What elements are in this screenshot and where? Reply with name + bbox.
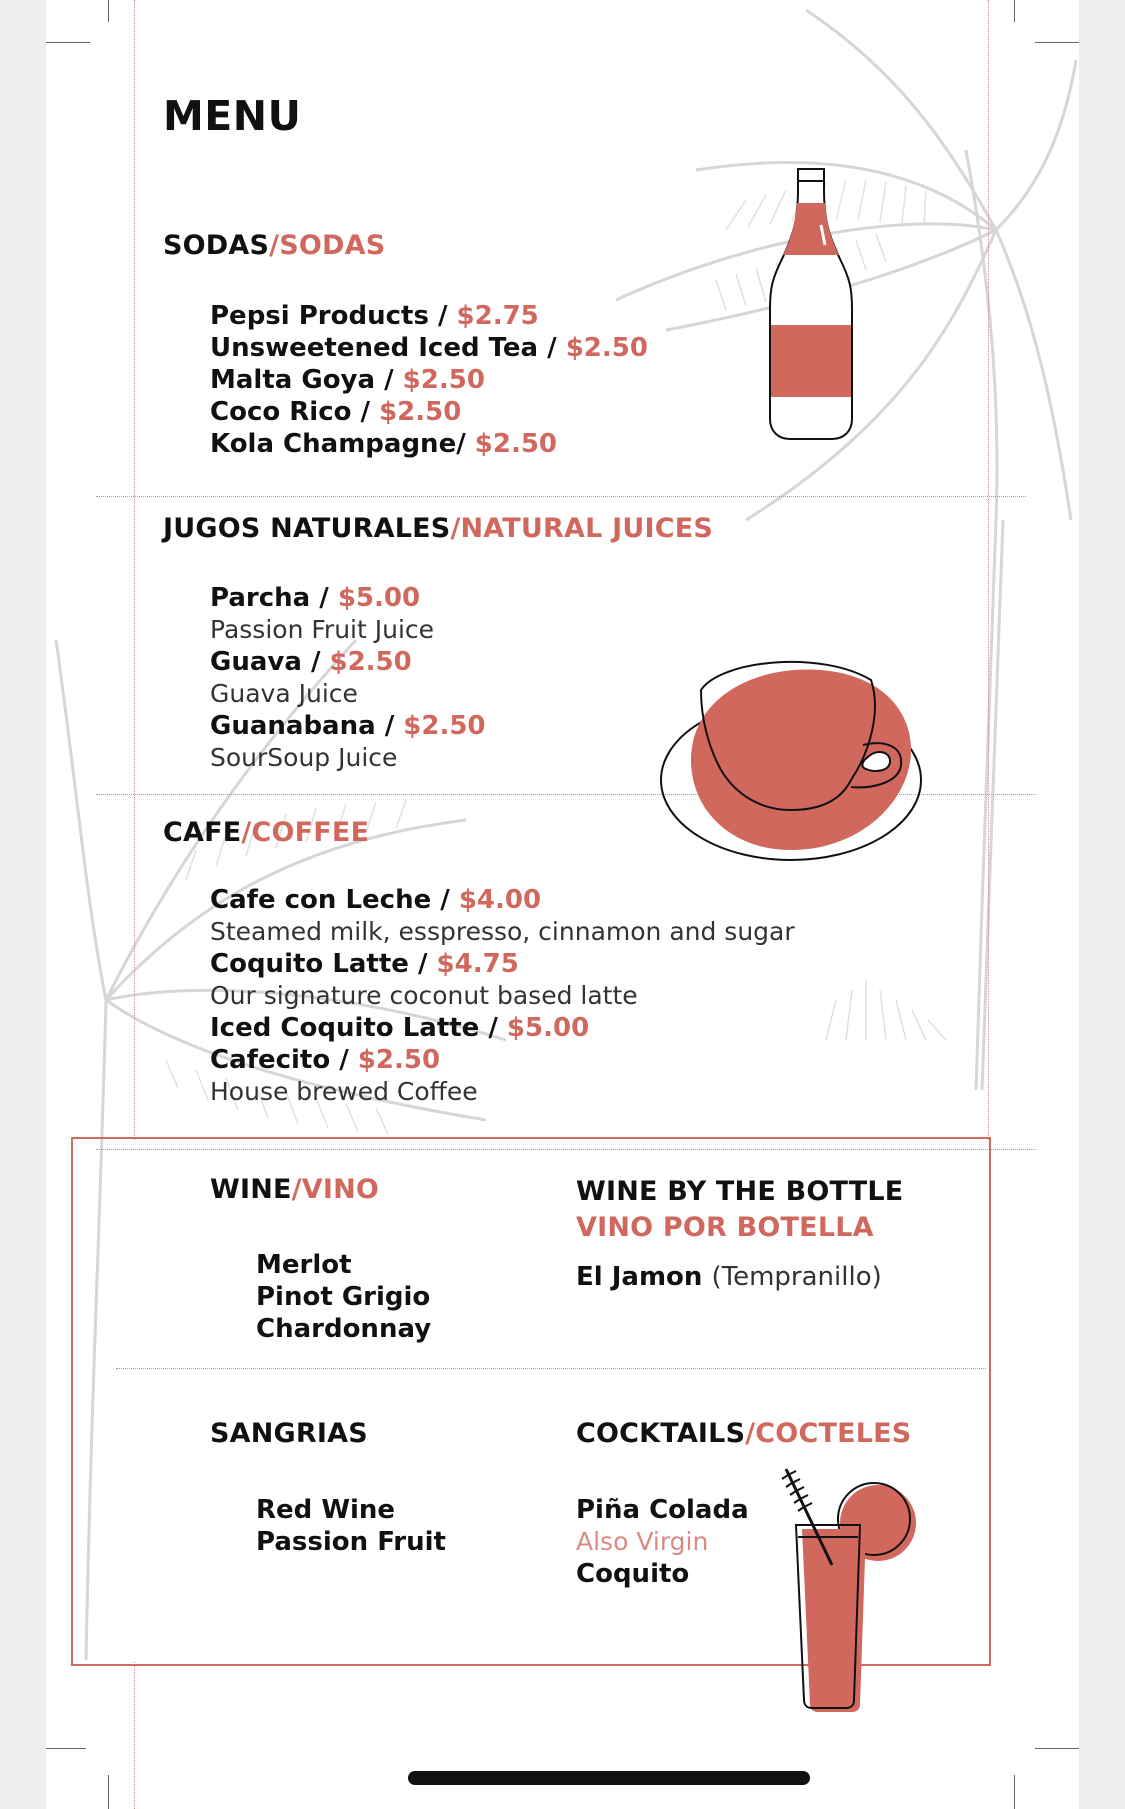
list-item: El Jamon (Tempranillo) <box>576 1262 882 1292</box>
item-note: Also Virgin <box>576 1527 709 1556</box>
item-description: Steamed milk, esspresso, cinnamon and sugar <box>210 917 795 946</box>
list-item: Red Wine <box>256 1495 396 1525</box>
cocktails-heading <box>576 1418 911 1449</box>
crop-mark <box>108 0 109 22</box>
list-item: Iced Coquito Latte / $5.00 <box>210 1013 590 1043</box>
juices-list <box>210 582 486 774</box>
list-item: Cafe con Leche / $4.00 <box>210 885 542 915</box>
guide-line-left <box>134 0 135 1140</box>
sodas-heading <box>163 230 385 261</box>
item-description: SourSoup Juice <box>210 743 398 772</box>
coffee-heading-es: CAFE <box>163 817 242 848</box>
list-item: Parcha / $5.00 <box>210 583 421 613</box>
wine-heading-es: /VINO <box>291 1174 380 1205</box>
list-item: Merlot <box>256 1250 352 1280</box>
list-item: Pinot Grigio <box>256 1282 431 1312</box>
coffee-list <box>210 884 795 1108</box>
cocktails-list <box>576 1494 749 1590</box>
list-item: Kola Champagne/ $2.50 <box>210 429 558 459</box>
guide-line-left-bottom <box>134 1662 135 1809</box>
soda-bottle-illustration <box>766 165 856 445</box>
cocktail-glass-illustration <box>776 1465 926 1715</box>
list-item: Coquito <box>576 1559 690 1589</box>
menu-page <box>46 0 1079 1809</box>
crop-mark <box>1014 0 1015 22</box>
list-item: Chardonnay <box>256 1314 432 1344</box>
crop-mark <box>108 1775 109 1809</box>
crop-mark <box>46 1748 86 1749</box>
sangrias-list <box>256 1494 446 1558</box>
guide-line-right <box>988 0 989 1140</box>
juices-heading <box>163 513 713 544</box>
crop-mark <box>46 42 90 43</box>
juices-heading-es: JUGOS NATURALES <box>163 513 451 544</box>
list-item: Coquito Latte / $4.75 <box>210 949 519 979</box>
bottle-heading <box>576 1174 903 1246</box>
list-item: Piña Colada <box>576 1495 749 1525</box>
item-description: Guava Juice <box>210 679 358 708</box>
divider-sodas <box>96 496 1026 497</box>
bottle-heading-en: WINE BY THE BOTTLE <box>576 1176 904 1207</box>
juices-heading-en: /NATURAL JUICES <box>450 513 714 544</box>
list-item: Malta Goya / $2.50 <box>210 365 485 395</box>
item-description: Our signature coconut based latte <box>210 981 638 1010</box>
item-description: Passion Fruit Juice <box>210 615 435 644</box>
menu-title: MENU <box>163 92 302 140</box>
list-item: Guanabana / $2.50 <box>210 711 486 741</box>
list-item: Coco Rico / $2.50 <box>210 397 462 427</box>
sangrias-heading: SANGRIAS <box>210 1418 368 1449</box>
item-description: House brewed Coffee <box>210 1077 478 1106</box>
crop-mark <box>1035 42 1079 43</box>
sodas-list <box>210 300 648 460</box>
crop-mark <box>1014 1775 1015 1809</box>
wine-list <box>256 1249 431 1345</box>
bottle-heading-es: VINO POR BOTELLA <box>576 1212 874 1243</box>
cocktails-heading-en: COCKTAILS <box>576 1418 746 1449</box>
wine-heading <box>210 1174 379 1205</box>
list-item: Passion Fruit <box>256 1527 446 1557</box>
list-item: Guava / $2.50 <box>210 647 412 677</box>
list-item: Unsweetened Iced Tea / $2.50 <box>210 333 648 363</box>
coffee-cup-illustration <box>651 650 931 870</box>
list-item: Cafecito / $2.50 <box>210 1045 441 1075</box>
coffee-heading <box>163 817 369 848</box>
home-indicator[interactable] <box>408 1771 810 1785</box>
bottle-list <box>576 1261 882 1293</box>
cocktails-heading-es: /COCTELES <box>745 1418 912 1449</box>
sodas-heading-en: /SODAS <box>269 230 386 261</box>
list-item: Pepsi Products / $2.75 <box>210 301 539 331</box>
wine-heading-en: WINE <box>210 1174 292 1205</box>
sodas-heading-es: SODAS <box>163 230 270 261</box>
coffee-heading-en: /COFFEE <box>241 817 370 848</box>
crop-mark <box>1035 1748 1079 1749</box>
